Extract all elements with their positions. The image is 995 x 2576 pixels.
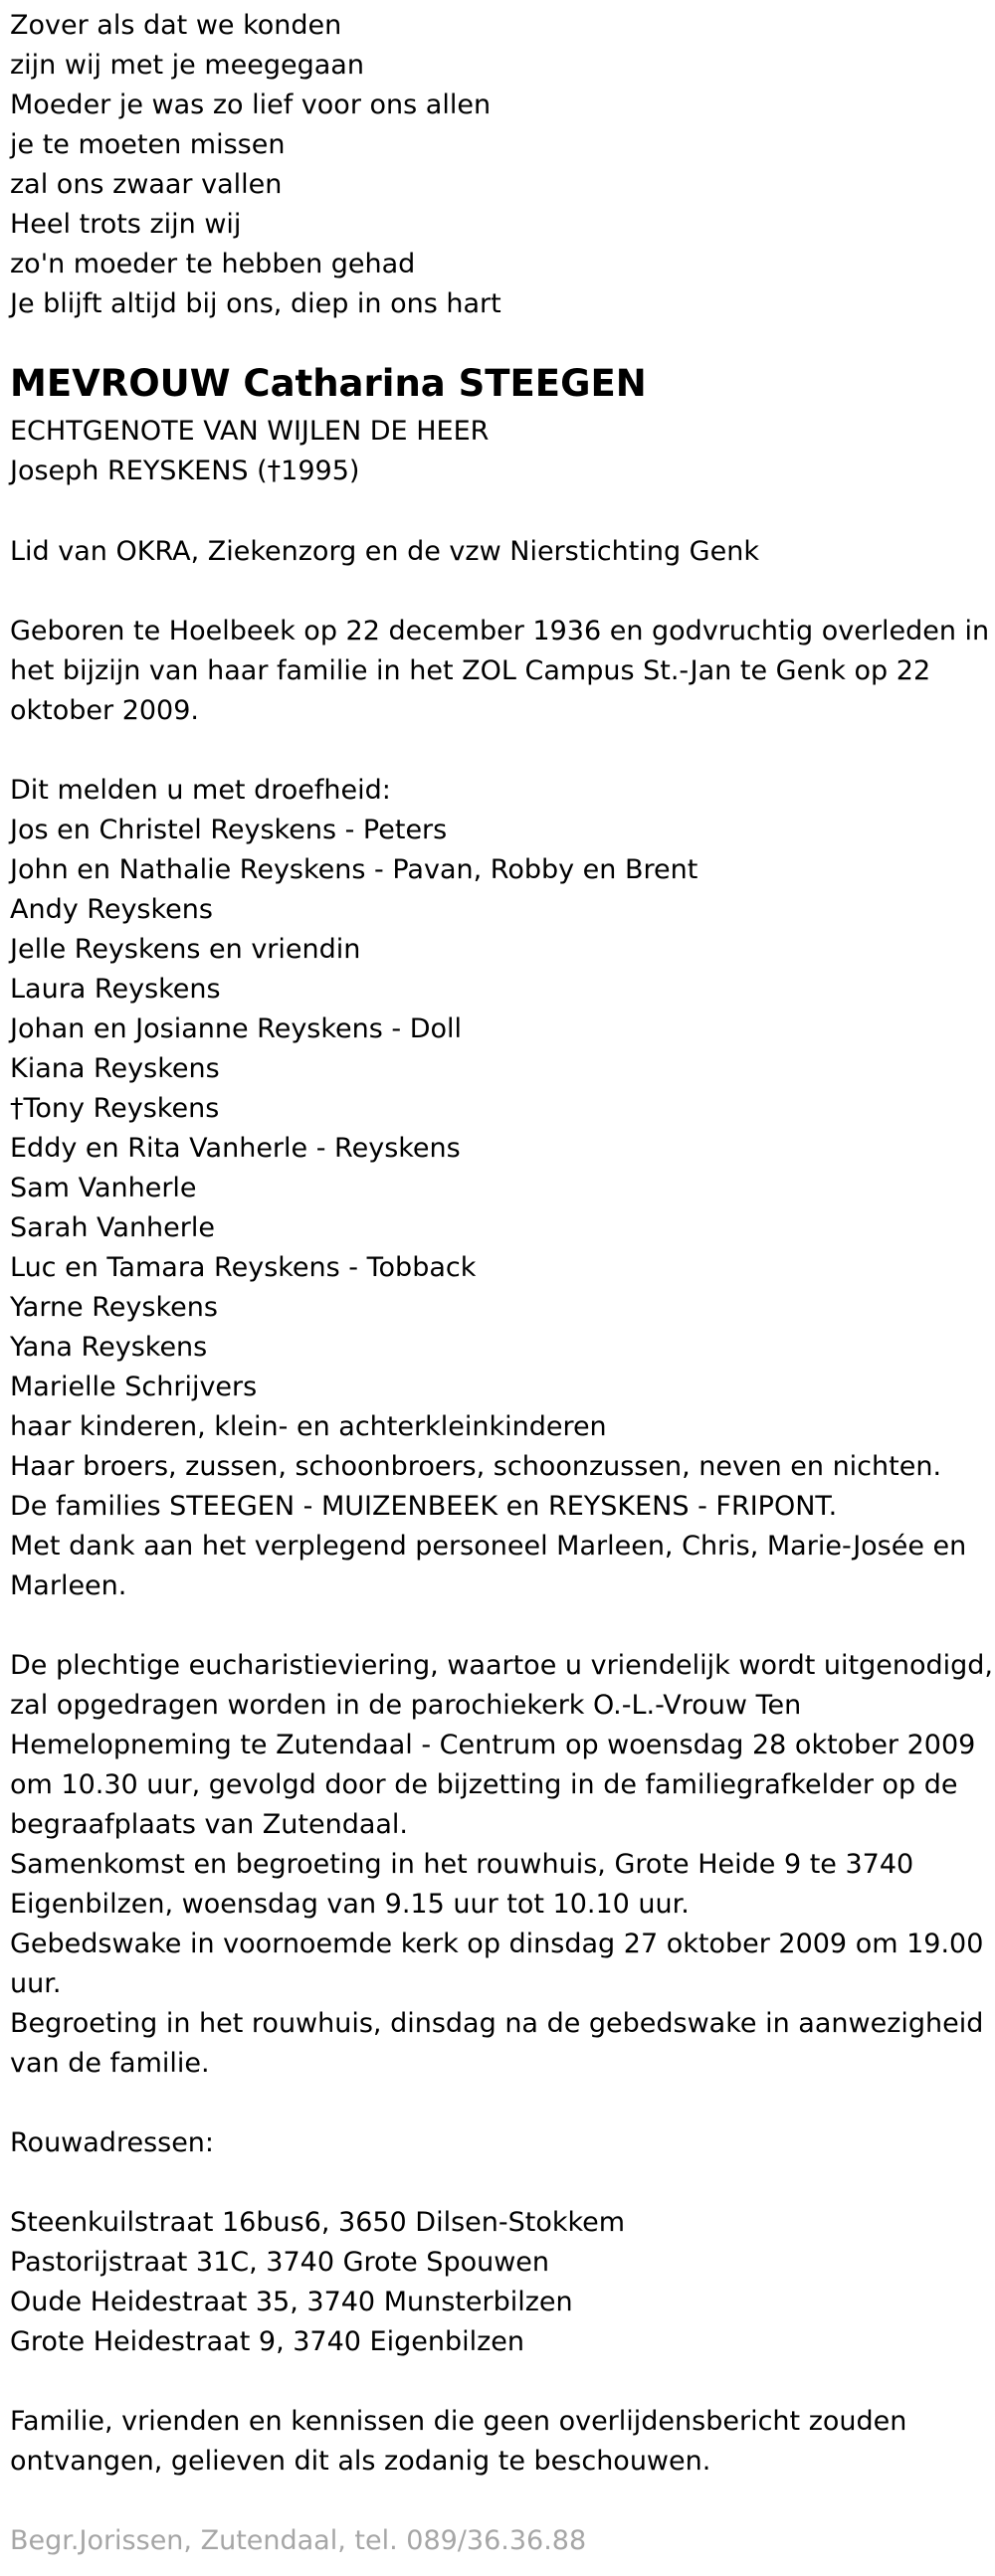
paragraph-line: Begroeting in het rouwhuis, dinsdag na de gebedswake in aanwezigheid [10, 2008, 984, 2039]
mourner-line: †Tony Reyskens [10, 1093, 220, 1124]
mourner-line: De families STEEGEN - MUIZENBEEK en REYSKENS - FRIPONT. [10, 1491, 838, 1522]
mourner-line: Yana Reyskens [10, 1332, 208, 1363]
deceased-membership: Lid van OKRA, Ziekenzorg en de vzw Nierstichting Genk [10, 536, 759, 567]
poem-line: zo'n moeder te hebben gehad [10, 249, 416, 279]
paragraph-line: Samenkomst en begroeting in het rouwhuis, Grote Heide 9 te 3740 [10, 1849, 914, 1880]
mourner-line: haar kinderen, klein- en achterkleinkinderen [10, 1411, 607, 1442]
paragraph-line: ontvangen, gelieven dit als zodanig te beschouwen. [10, 2446, 711, 2477]
deceased-name: MEVROUW Catharina STEEGEN [10, 362, 647, 405]
poem-line: Zover als dat we konden [10, 10, 342, 41]
paragraph-line: zal opgedragen worden in de parochiekerk O.-L.-Vrouw Ten [10, 1690, 802, 1721]
poem-line: Moeder je was zo lief voor ons allen [10, 90, 492, 120]
mourner-line: John en Nathalie Reyskens - Pavan, Robby en Brent [10, 854, 698, 885]
mourner-line: Laura Reyskens [10, 974, 221, 1005]
mourner-line: Eddy en Rita Vanherle - Reyskens [10, 1133, 461, 1164]
paragraph-line: Geboren te Hoelbeek op 22 december 1936 en godvruchtig overleden in [10, 616, 990, 646]
address-line: Pastorijstraat 31C, 3740 Grote Spouwen [10, 2247, 550, 2278]
poem-line: Je blijft altijd bij ons, diep in ons hart [10, 288, 501, 319]
mourner-line: Andy Reyskens [10, 894, 213, 925]
paragraph-line: Eigenbilzen, woensdag van 9.15 uur tot 10.10 uur. [10, 1889, 690, 1920]
mourner-line: Jos en Christel Reyskens - Peters [10, 815, 448, 845]
poem-line: je te moeten missen [10, 129, 286, 160]
paragraph-line: oktober 2009. [10, 695, 199, 726]
mourner-line: Johan en Josianne Reyskens - Doll [10, 1013, 463, 1044]
mourner-line: Jelle Reyskens en vriendin [10, 934, 361, 965]
mourner-line: Kiana Reyskens [10, 1053, 220, 1084]
mourner-line: Sam Vanherle [10, 1173, 197, 1203]
deceased-relation: ECHTGENOTE VAN WIJLEN DE HEER [10, 416, 490, 447]
mourner-line: Marielle Schrijvers [10, 1372, 258, 1402]
paragraph-line: De plechtige eucharistieviering, waartoe u vriendelijk wordt uitgenodigd, [10, 1650, 993, 1681]
paragraph-line: Gebedswake in voornoemde kerk op dinsdag 27 oktober 2009 om 19.00 [10, 1929, 984, 1959]
paragraph-line: van de familie. [10, 2048, 210, 2079]
poem-line: Heel trots zijn wij [10, 209, 242, 240]
funeral-home-footer: Begr.Jorissen, Zutendaal, tel. 089/36.36.88 [10, 2525, 587, 2556]
mourner-line: Luc en Tamara Reyskens - Tobback [10, 1252, 477, 1283]
mourner-line: Sarah Vanherle [10, 1212, 215, 1243]
address-line: Steenkuilstraat 16bus6, 3650 Dilsen-Stokkem [10, 2207, 626, 2238]
poem-line: zal ons zwaar vallen [10, 169, 283, 200]
poem-line: zijn wij met je meegegaan [10, 50, 364, 81]
address-line: Grote Heidestraat 9, 3740 Eigenbilzen [10, 2326, 525, 2357]
paragraph-line: om 10.30 uur, gevolgd door de bijzetting in de familiegrafkelder op de [10, 1769, 958, 1800]
paragraph-line: Familie, vrienden en kennissen die geen overlijdensbericht zouden [10, 2406, 907, 2437]
mourner-line: Haar broers, zussen, schoonbroers, schoonzussen, neven en nichten. [10, 1451, 942, 1482]
mourner-line: Met dank aan het verplegend personeel Marleen, Chris, Marie-Josée en [10, 1531, 967, 1562]
address-line: Oude Heidestraat 35, 3740 Munsterbilzen [10, 2287, 573, 2317]
mourner-line: Marleen. [10, 1570, 127, 1601]
mourner-line: Yarne Reyskens [10, 1292, 218, 1323]
paragraph-line: begraafplaats van Zutendaal. [10, 1809, 409, 1840]
mourners-intro: Dit melden u met droefheid: [10, 775, 391, 806]
paragraph-line: het bijzijn van haar familie in het ZOL Campus St.-Jan te Genk op 22 [10, 655, 931, 686]
deceased-spouse: Joseph REYSKENS (†1995) [10, 456, 360, 486]
paragraph-line: uur. [10, 1968, 62, 1999]
paragraph-line: Hemelopneming te Zutendaal - Centrum op woensdag 28 oktober 2009 [10, 1730, 976, 1760]
addresses-title: Rouwadressen: [10, 2127, 215, 2158]
